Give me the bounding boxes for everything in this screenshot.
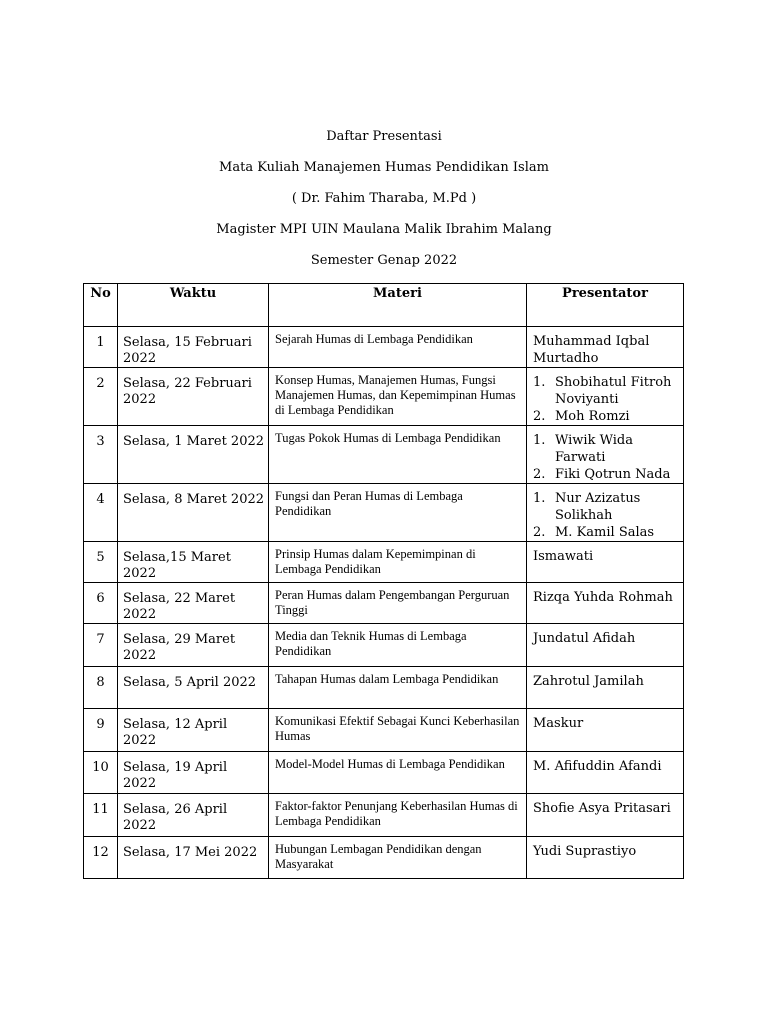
row-topic: Hubungan Lembagan Pendidikan dengan Masyarakat <box>269 837 527 879</box>
table-row <box>84 837 684 879</box>
list-item <box>533 524 679 541</box>
list-number: 1. <box>533 491 546 506</box>
row-date: Selasa,15 Maret 2022 <box>118 542 269 583</box>
row-topic: Prinsip Humas dalam Kepemimpinan di Lembaga Pendidikan <box>269 542 527 583</box>
semester: Semester Genap 2022 <box>310 253 458 268</box>
table-row <box>84 752 684 794</box>
row-number: 1 <box>84 327 118 368</box>
row-topic: Sejarah Humas di Lembaga Pendidikan <box>269 327 527 368</box>
table-row <box>84 327 684 368</box>
row-date: Selasa, 22 Maret 2022 <box>118 583 269 624</box>
document-header <box>0 128 768 283</box>
list-number: 2. <box>533 467 546 482</box>
row-presenter: Rizqa Yuhda Rohmah <box>527 583 684 624</box>
list-item <box>533 490 679 524</box>
list-item <box>533 432 679 466</box>
lecturer-name: ( Dr. Fahim Tharaba, M.Pd ) <box>291 191 477 206</box>
row-presenter: Yudi Suprastiyo <box>527 837 684 879</box>
row-number: 6 <box>84 583 118 624</box>
table-row <box>84 794 684 837</box>
row-topic: Tugas Pokok Humas di Lembaga Pendidikan <box>269 426 527 484</box>
row-number: 8 <box>84 667 118 709</box>
row-topic: Media dan Teknik Humas di Lembaga Pendidikan <box>269 624 527 667</box>
row-date: Selasa, 1 Maret 2022 <box>118 426 269 484</box>
col-header-no: No <box>84 284 118 327</box>
row-date: Selasa, 17 Mei 2022 <box>118 837 269 879</box>
presentation-table <box>83 283 684 879</box>
row-topic: Komunikasi Efektif Sebagai Kunci Keberhasilan Humas <box>269 709 527 752</box>
table-header-row <box>84 284 684 327</box>
row-presenter: M. Afifuddin Afandi <box>527 752 684 794</box>
presenter-list <box>533 490 679 541</box>
row-presenter: Shofie Asya Pritasari <box>527 794 684 837</box>
presenter-list <box>533 374 679 425</box>
row-number: 5 <box>84 542 118 583</box>
table-row <box>84 542 684 583</box>
row-number: 9 <box>84 709 118 752</box>
row-presenter: Muhammad Iqbal Murtadho <box>527 327 684 368</box>
row-presenter: Maskur <box>527 709 684 752</box>
col-header-waktu: Waktu <box>118 284 269 327</box>
row-date: Selasa, 8 Maret 2022 <box>118 484 269 542</box>
row-number: 7 <box>84 624 118 667</box>
list-number: 1. <box>533 375 546 390</box>
row-number: 12 <box>84 837 118 879</box>
row-number: 2 <box>84 368 118 426</box>
row-number: 11 <box>84 794 118 837</box>
presenter-name: Shobihatul Fitroh Noviyanti <box>555 375 672 407</box>
row-date: Selasa, 15 Februari 2022 <box>118 327 269 368</box>
presenter-list <box>533 432 679 483</box>
row-number: 10 <box>84 752 118 794</box>
col-header-materi: Materi <box>269 284 527 327</box>
course-name: Mata Kuliah Manajemen Humas Pendidikan Islam <box>219 160 549 175</box>
list-item <box>533 374 679 408</box>
presenter-name: Nur Azizatus Solikhah <box>555 491 641 523</box>
list-item <box>533 408 679 425</box>
row-date: Selasa, 12 April 2022 <box>118 709 269 752</box>
row-date: Selasa, 29 Maret 2022 <box>118 624 269 667</box>
row-topic: Peran Humas dalam Pengembangan Perguruan Tinggi <box>269 583 527 624</box>
table-row <box>84 667 684 709</box>
row-date: Selasa, 5 April 2022 <box>118 667 269 709</box>
col-header-presentator: Presentator <box>527 284 684 327</box>
row-number: 4 <box>84 484 118 542</box>
row-presenter: Ismawati <box>527 542 684 583</box>
row-date: Selasa, 19 April 2022 <box>118 752 269 794</box>
presenter-name: Wiwik Wida Farwati <box>555 433 633 465</box>
list-number: 2. <box>533 409 546 424</box>
row-presenter: Jundatul Afidah <box>527 624 684 667</box>
row-presenter <box>527 484 684 542</box>
presenter-name: Moh Romzi <box>555 409 630 424</box>
table-row <box>84 368 684 426</box>
presenter-name: Fiki Qotrun Nada <box>555 467 671 482</box>
row-topic: Faktor-faktor Penunjang Keberhasilan Humas di Lembaga Pendidikan <box>269 794 527 837</box>
row-presenter: Zahrotul Jamilah <box>527 667 684 709</box>
doc-title: Daftar Presentasi <box>326 129 442 144</box>
row-topic: Model-Model Humas di Lembaga Pendidikan <box>269 752 527 794</box>
row-date: Selasa, 22 Februari 2022 <box>118 368 269 426</box>
row-presenter <box>527 368 684 426</box>
list-number: 1. <box>533 433 546 448</box>
table-row <box>84 624 684 667</box>
row-date: Selasa, 26 April 2022 <box>118 794 269 837</box>
row-presenter <box>527 426 684 484</box>
row-topic: Fungsi dan Peran Humas di Lembaga Pendidikan <box>269 484 527 542</box>
table-row <box>84 426 684 484</box>
row-topic: Konsep Humas, Manajemen Humas, Fungsi Manajemen Humas, dan Kepemimpinan Humas di Lembaga Pendidikan <box>269 368 527 426</box>
presenter-name: M. Kamil Salas <box>555 525 655 540</box>
list-item <box>533 466 679 483</box>
row-topic: Tahapan Humas dalam Lembaga Pendidikan <box>269 667 527 709</box>
table-row <box>84 583 684 624</box>
table-row <box>84 709 684 752</box>
row-number: 3 <box>84 426 118 484</box>
table-row <box>84 484 684 542</box>
list-number: 2. <box>533 525 546 540</box>
program-name: Magister MPI UIN Maulana Malik Ibrahim Malang <box>216 222 552 237</box>
